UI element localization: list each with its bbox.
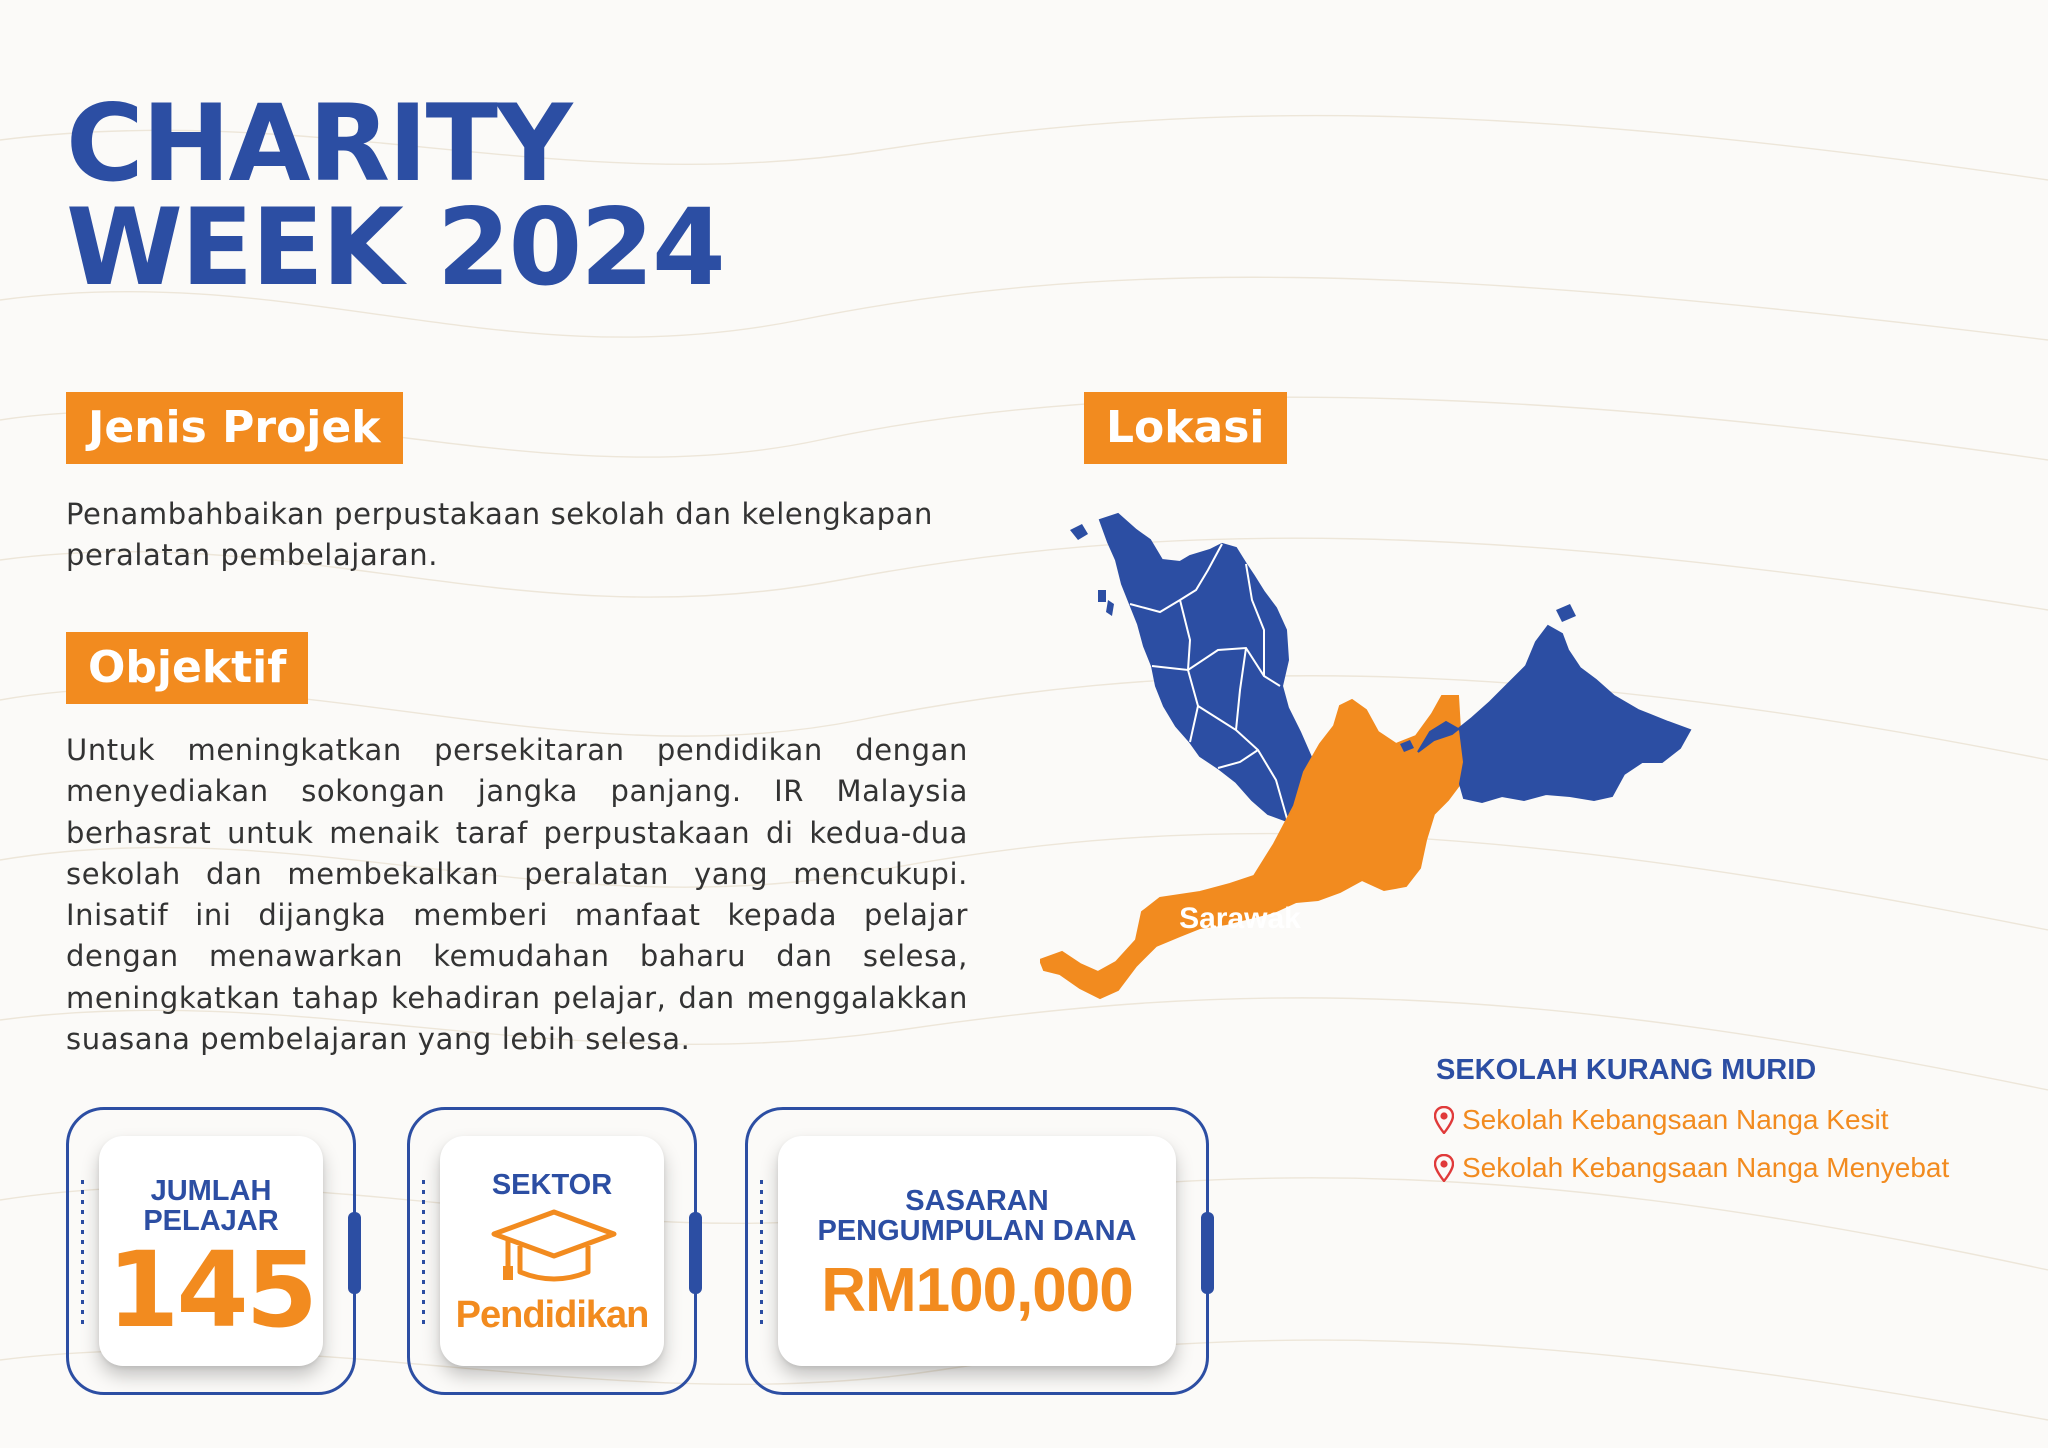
sector-value: Pendidikan — [455, 1294, 649, 1336]
graduation-cap-icon — [488, 1206, 620, 1286]
card-tab — [1201, 1212, 1214, 1294]
title-line-2: WEEK 2024 — [66, 186, 724, 309]
fund-card — [745, 1107, 1209, 1395]
jenis-projek-heading: Jenis Projek — [66, 392, 403, 464]
card-inner — [778, 1136, 1176, 1366]
students-label-2: PELAJAR — [143, 1205, 279, 1237]
card-dots — [760, 1180, 763, 1330]
location-pin-icon — [1434, 1154, 1454, 1182]
fund-label-1: SASARAN — [905, 1185, 1049, 1217]
fund-value: RM100,000 — [821, 1256, 1133, 1325]
page-title — [66, 82, 724, 309]
sector-card — [407, 1107, 697, 1395]
school-item — [1434, 1152, 1949, 1184]
lokasi-heading: Lokasi — [1084, 392, 1287, 464]
card-dots — [81, 1180, 84, 1330]
school-name: Sekolah Kebangsaan Nanga Kesit — [1462, 1104, 1889, 1135]
card-dots — [422, 1180, 425, 1330]
schools-heading: SEKOLAH KURANG MURID — [1436, 1054, 1817, 1086]
objektif-text: Untuk meningkatkan persekitaran pendidikan dengan menyediakan sokongan jangka panjang. IR Malaysia berhasrat untuk menaik taraf perpustakaan di kedua-dua sekolah dan membekalkan peralatan yang mencukupi. Inisatif ini dijangka memberi manfaat kepada pelajar dengan menawarkan kemudahan baharu dan selesa, meningkatkan tahap kehadiran pelajar, dan menggalakkan suasana pembelajaran yang lebih selesa. — [66, 733, 968, 1057]
students-value: 145 — [106, 1229, 316, 1351]
location-pin-icon — [1434, 1106, 1454, 1134]
card-inner — [440, 1136, 664, 1366]
students-card — [66, 1107, 356, 1395]
fund-label-2: PENGUMPULAN DANA — [817, 1215, 1137, 1247]
sarawak-label: Sarawak — [1179, 902, 1301, 935]
card-tab — [348, 1212, 361, 1294]
malaysia-map — [1040, 500, 2000, 1040]
objektif-heading: Objektif — [66, 632, 308, 704]
card-tab — [689, 1212, 702, 1294]
students-label-1: JUMLAH — [150, 1175, 272, 1207]
school-item — [1434, 1104, 1889, 1136]
jenis-projek-text: Penambahbaikan perpustakaan sekolah dan kelengkapan peralatan pembelajaran. — [66, 497, 933, 572]
sector-label: SEKTOR — [491, 1169, 613, 1201]
school-name: Sekolah Kebangsaan Nanga Menyebat — [1462, 1152, 1950, 1183]
title-line-1: CHARITY — [66, 82, 571, 205]
card-inner — [99, 1136, 323, 1366]
